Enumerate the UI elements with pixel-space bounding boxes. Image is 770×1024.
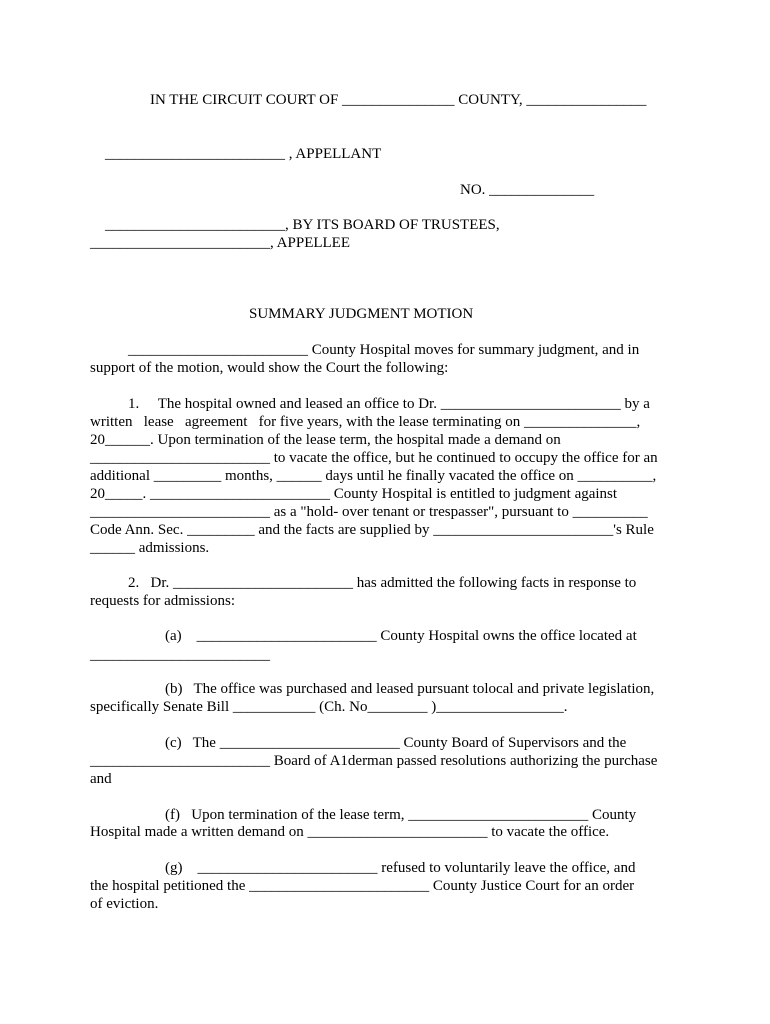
para1-line: 20______. Upon termination of the lease term, the hospital made a demand on	[90, 432, 561, 448]
item-c-line: ________________________ Board of A1derman passed resolutions authorizing the purchase	[90, 753, 658, 769]
item-a-line: (a) ________________________ County Hospital owns the office located at	[165, 628, 637, 644]
para1-line: additional _________ months, ______ days until he finally vacated the office on __________,	[90, 468, 657, 484]
para1-line: ________________________ to vacate the office, but he continued to occupy the office for an	[90, 450, 658, 466]
intro-line: ________________________ County Hospital moves for summary judgment, and in	[128, 342, 640, 358]
case-number: NO. ______________	[460, 182, 595, 198]
para2-line: requests for admissions:	[90, 593, 235, 609]
para1-line: written lease agreement for five years, with the lease terminating on _______________,	[90, 414, 641, 430]
item-c-line: and	[90, 771, 112, 787]
para1-line: ________________________ as a "hold- over tenant or trespasser", pursuant to __________	[90, 504, 648, 520]
item-b-line: specifically Senate Bill ___________ (Ch. No________ )_________________.	[90, 699, 568, 715]
item-c-line: (c) The ________________________ County Board of Supervisors and the	[165, 735, 627, 751]
para1-line: 20_____. ________________________ County Hospital is entitled to judgment against	[90, 486, 618, 502]
appellee-line-2: ________________________, APPELLEE	[90, 235, 351, 251]
para2-line: 2. Dr. ________________________ has admitted the following facts in response to	[128, 575, 637, 591]
appellee-line-1: ________________________, BY ITS BOARD OF TRUSTEES,	[105, 217, 500, 233]
item-f-line: Hospital made a written demand on ________________________ to vacate the office.	[90, 824, 610, 840]
para1-line: Code Ann. Sec. _________ and the facts are supplied by ________________________'s Rule	[90, 522, 654, 538]
item-g-line: the hospital petitioned the ________________________ County Justice Court for an order	[90, 878, 635, 894]
document-title: SUMMARY JUDGMENT MOTION	[249, 306, 474, 322]
appellant-line: ________________________ , APPELLANT	[105, 146, 382, 162]
item-f-line: (f) Upon termination of the lease term, ________________________ County	[165, 807, 637, 823]
item-g-line: (g) ________________________ refused to voluntarily leave the office, and	[165, 860, 636, 876]
item-g-line: of eviction.	[90, 896, 159, 912]
court-caption: IN THE CIRCUIT COURT OF _______________ COUNTY, ________________	[150, 92, 647, 108]
item-b-line: (b) The office was purchased and leased pursuant tolocal and private legislation,	[165, 681, 655, 697]
para1-line: ______ admissions.	[90, 540, 210, 556]
intro-line: support of the motion, would show the Court the following:	[90, 360, 449, 376]
item-a-line: ________________________	[90, 647, 270, 663]
para1-line: 1. The hospital owned and leased an office to Dr. ________________________ by a	[128, 396, 650, 412]
